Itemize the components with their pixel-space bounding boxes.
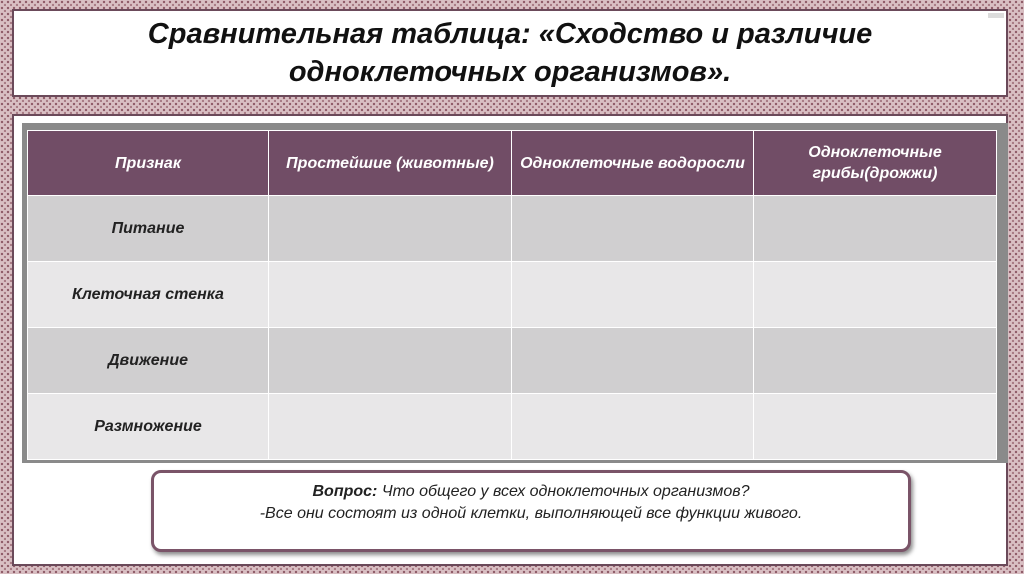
- header-protozoa: Простейшие (животные): [269, 131, 512, 196]
- table-cell: [754, 328, 997, 394]
- header-feature: Признак: [28, 131, 269, 196]
- table-cell: [512, 328, 754, 394]
- table-row: [28, 328, 997, 394]
- table-cell: [269, 328, 512, 394]
- title-box: [12, 9, 1008, 97]
- row-label: Движение: [28, 328, 269, 394]
- header-algae: Одноклеточные водоросли: [512, 131, 754, 196]
- table-cell: [754, 262, 997, 328]
- question-box: [151, 470, 911, 552]
- row-label: Питание: [28, 196, 269, 262]
- table-cell: [269, 262, 512, 328]
- question-line: [154, 481, 908, 503]
- table-cell: [269, 196, 512, 262]
- comparison-table: [27, 130, 997, 460]
- header-fungi: Одноклеточные грибы(дрожжи): [754, 131, 997, 196]
- table-cell: [269, 394, 512, 460]
- table-row: [28, 394, 997, 460]
- table-cell: [512, 394, 754, 460]
- table-cell: [754, 196, 997, 262]
- corner-mark: [988, 13, 1004, 18]
- table-cell: [512, 196, 754, 262]
- table-header-row: [28, 131, 997, 196]
- answer-text: -Все они состоят из одной клетки, выполняющей все функции живого.: [259, 505, 803, 522]
- row-label: Размножение: [28, 394, 269, 460]
- question-label: Вопрос:: [312, 483, 378, 500]
- table-cell: [512, 262, 754, 328]
- table-row: [28, 262, 997, 328]
- table-cell: [754, 394, 997, 460]
- slide-title: Сравнительная таблица: «Сходство и различие одноклеточных организмов».: [147, 18, 873, 88]
- table-row: [28, 196, 997, 262]
- question-text: Что общего у всех одноклеточных организмов?: [377, 483, 750, 500]
- row-label: Клеточная стенка: [28, 262, 269, 328]
